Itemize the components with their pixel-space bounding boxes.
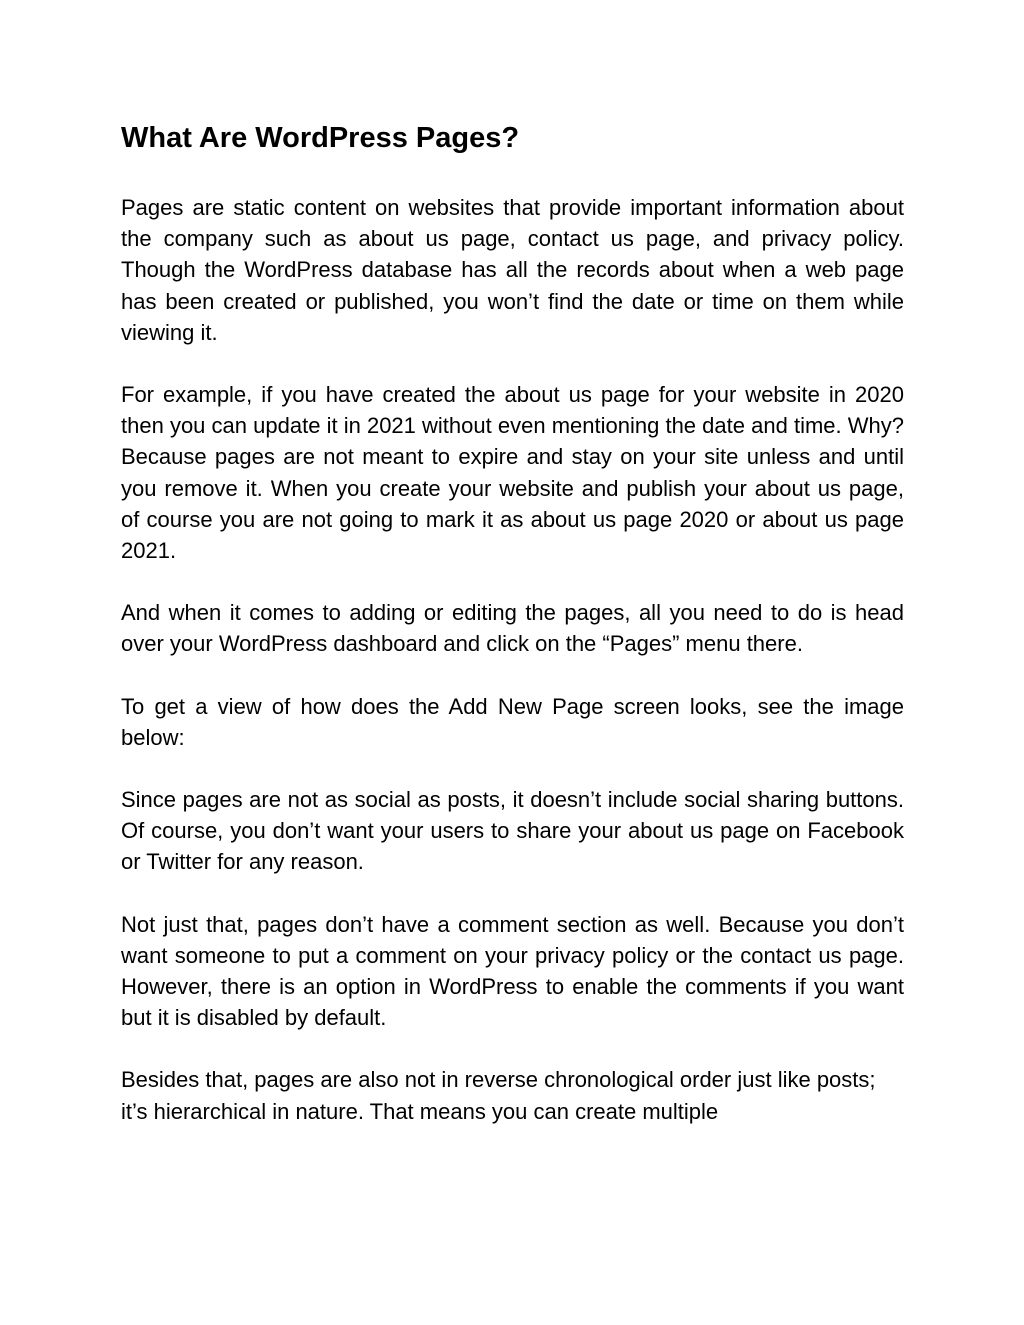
paragraph-add-new-page: To get a view of how does the Add New Page screen looks, see the image below: bbox=[121, 693, 904, 750]
paragraph-intro: Pages are static content on websites that provide important information about the company such as about us page, contact us page, and privacy policy. Though the WordPress database has all the records about when a web page has been created or published, you won’t find the date or time on them while viewing it. bbox=[121, 195, 904, 345]
page-title: What Are WordPress Pages? bbox=[121, 122, 520, 154]
paragraph-hierarchical: Besides that, pages are also not in reverse chronological order just like posts; it’s hierarchical in nature. That means you can create multiple bbox=[121, 1067, 876, 1124]
paragraph-social-sharing: Since pages are not as social as posts, it doesn’t include social sharing buttons. Of course, you don’t want your users to share your about us page on Facebook or Twitter for any reason. bbox=[121, 787, 904, 875]
paragraph-editing: And when it comes to adding or editing the pages, all you need to do is head over your WordPress dashboard and click on the “Pages” menu there. bbox=[121, 600, 904, 657]
paragraph-comments: Not just that, pages don’t have a comment section as well. Because you don’t want someone to put a comment on your privacy policy or the contact us page. However, there is an option in WordPress to enable the comments if you want but it is disabled by default. bbox=[121, 911, 904, 1031]
paragraph-example: For example, if you have created the about us page for your website in 2020 then you can update it in 2021 without even mentioning the date and time. Why? Because pages are not meant to expire and stay on your site unless and until you remove it. When you create your website and publish your about us page, of course you are not going to mark it as about us page 2020 or about us page 2021. bbox=[121, 382, 904, 564]
document-page bbox=[121, 118, 904, 1158]
